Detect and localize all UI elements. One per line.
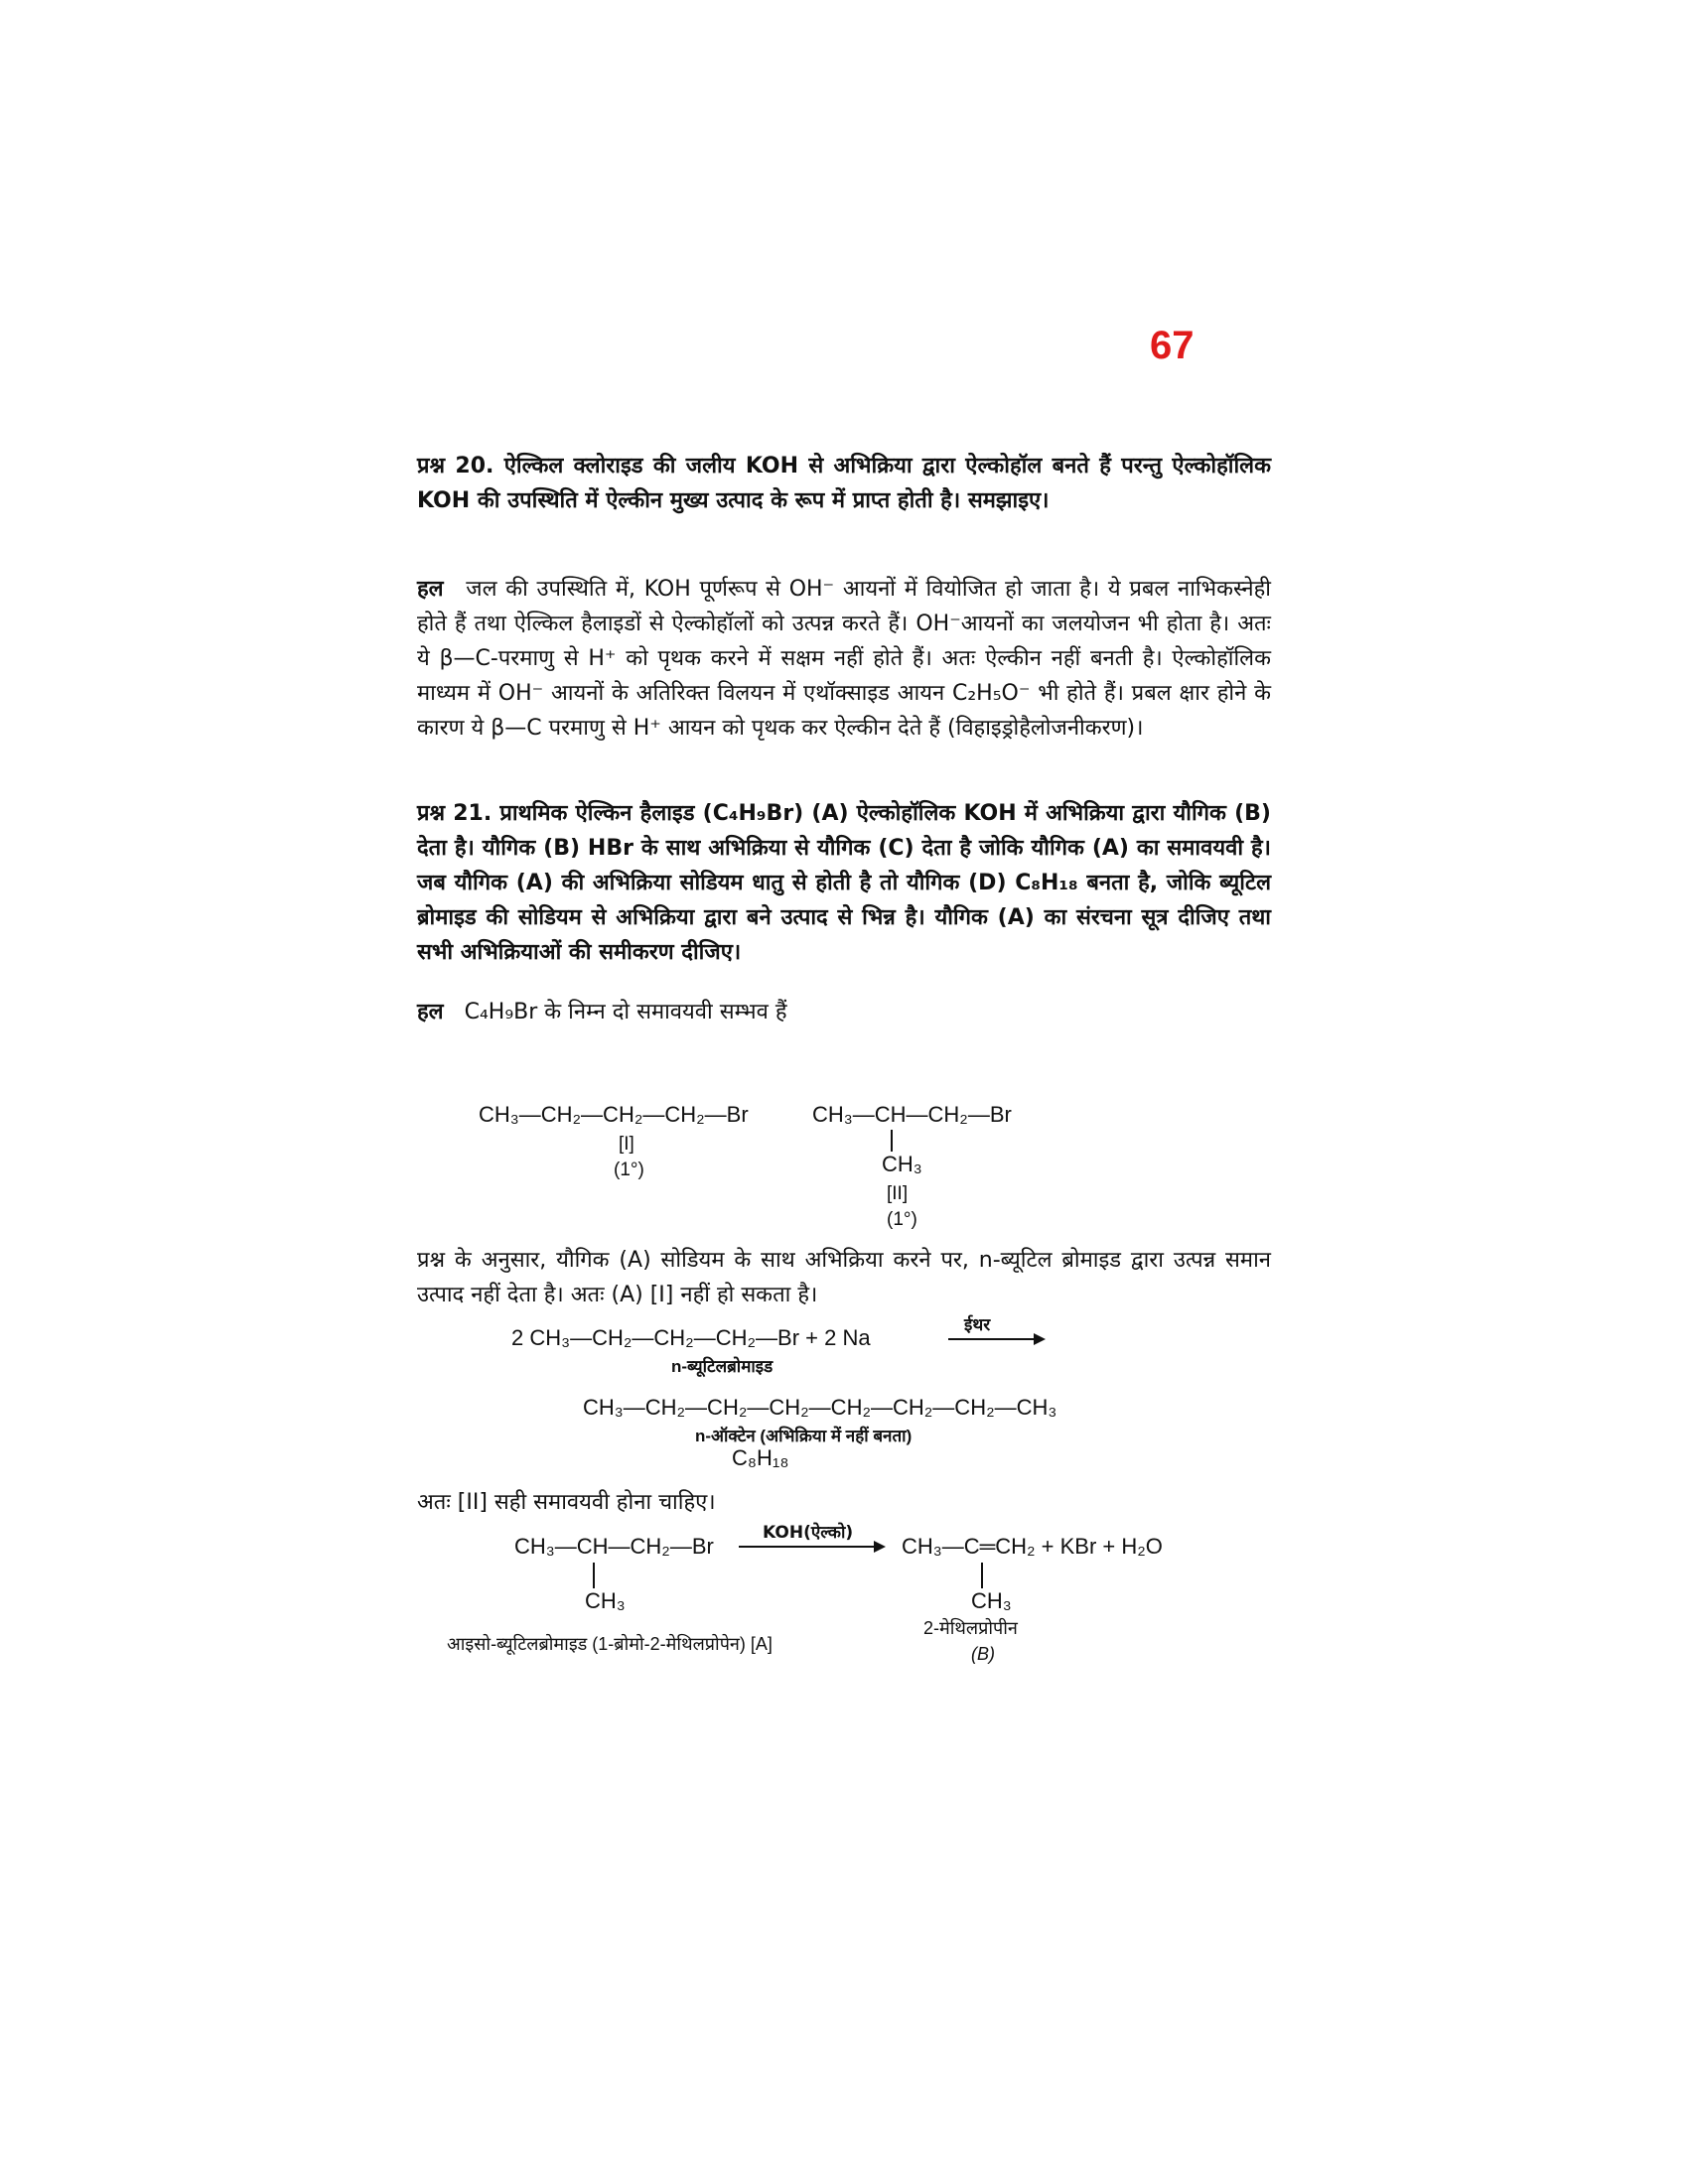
answer-21-para-2: प्रश्न के अनुसार, यौगिक (A) सोडियम के साथ अभिक्रिया करने पर, n-ब्यूटिल ब्रोमाइड द्वारा उत्पन्न समान उत्पाद नहीं देता है। अतः (A) [I] नहीं हो सकता है। bbox=[417, 1248, 1271, 1307]
equation-2-arrow bbox=[739, 1524, 888, 1554]
equation-2-product-bond bbox=[981, 1563, 983, 1588]
equation-2-arrow-head bbox=[874, 1541, 886, 1553]
isomer-2-tag: [II] bbox=[887, 1183, 909, 1204]
answer-21-conclusion: अतः [II] सही समावयवी होना चाहिए। bbox=[417, 1490, 716, 1515]
isomer-2-bond bbox=[891, 1130, 893, 1152]
isomer-2-branch: CH₃ bbox=[882, 1152, 922, 1176]
answer-20-text: जल की उपस्थिति में, KOH पूर्णरूप से OH⁻ आयनों में वियोजित हो जाता है। ये प्रबल नाभिकस्नेही होते हैं तथा ऐल्किल हैलाइडों से ऐल्कोहॉलों को उत्पन्न करते हैं। OH⁻आयनों का जलयोजन भी होता है। अतः ये β—C-परमाणु से H⁺ को पृथक करने में सक्षम नहीं होते हैं। अतः ऐल्कीन नहीं बनती है। ऐल्कोहॉलिक माध्यम में OH⁻ आयनों के अतिरिक्त विलयन में एथॉक्साइड आयन C₂H₅O⁻ भी होते हैं। प्रबल क्षार होने के कारण ये β—C परमाणु से H⁺ आयन को पृथक कर ऐल्कीन देते हैं (विहाइड्रोहैलोजनीकरण)। bbox=[417, 577, 1271, 741]
equation-1-arrow-label: ईथर bbox=[964, 1315, 991, 1335]
equation-1-arrow bbox=[948, 1315, 1048, 1350]
answer-21-label: हल bbox=[417, 1000, 444, 1024]
equation-2-reactant-bond bbox=[593, 1563, 595, 1588]
equation-1-arrow-head bbox=[1034, 1333, 1046, 1345]
question-20 bbox=[417, 449, 1271, 518]
isomer-2-degree: (1°) bbox=[887, 1209, 917, 1230]
page-number: 67 bbox=[1150, 324, 1195, 367]
equation-1-product-formula: C₈H₁₈ bbox=[732, 1445, 789, 1470]
equation-2-product-branch: CH₃ bbox=[971, 1588, 1012, 1613]
answer-20 bbox=[417, 572, 1271, 746]
equation-1-arrow-line bbox=[948, 1338, 1034, 1340]
equation-1-reactant-name: n-ब्यूटिलब्रोमाइड bbox=[671, 1357, 774, 1376]
equation-2-reactant-branch: CH₃ bbox=[585, 1588, 626, 1613]
question-21-label: प्रश्न 21. bbox=[417, 801, 492, 826]
isomer-2-formula: CH₃—CH—CH₂—Br bbox=[812, 1102, 1012, 1127]
equation-2-products: CH₃—C═CH₂ + KBr + H₂O bbox=[902, 1534, 1163, 1559]
equation-2-product-tag: (B) bbox=[971, 1644, 995, 1664]
question-21 bbox=[417, 796, 1271, 970]
equation-2-product-name: 2-मेथिलप्रोपीन bbox=[923, 1618, 1018, 1638]
equation-2-arrow-line bbox=[739, 1546, 874, 1548]
isomer-1-tag: [I] bbox=[619, 1134, 634, 1155]
answer-20-label: हल bbox=[417, 577, 444, 602]
equation-1-product-name: n-ऑक्टेन (अभिक्रिया में नहीं बनता) bbox=[695, 1427, 913, 1445]
equation-1-reactants: 2 CH₃—CH₂—CH₂—CH₂—Br + 2 Na bbox=[511, 1325, 871, 1350]
question-21-text: प्राथमिक ऐल्किन हैलाइड (C₄H₉Br) (A) ऐल्कोहॉलिक KOH में अभिक्रिया द्वारा यौगिक (B) देता है। यौगिक (B) HBr के साथ अभिक्रिया से यौगिक (C) देता है जोकि यौगिक (A) का समावयवी है। जब यौगिक (A) की अभिक्रिया सोडियम धातु से होती है तो यौगिक (D) C₈H₁₈ बनता है, जोकि ब्यूटिल ब्रोमाइड की सोडियम से अभिक्रिया द्वारा बने उत्पाद से भिन्न है। यौगिक (A) का संरचना सूत्र दीजिए तथा सभी अभिक्रियाओं की समीकरण दीजिए। bbox=[417, 801, 1271, 965]
isomer-1-formula: CH₃—CH₂—CH₂—CH₂—Br bbox=[479, 1102, 749, 1127]
answer-21-intro bbox=[417, 995, 1271, 1029]
isomer-1-degree: (1°) bbox=[614, 1160, 644, 1180]
equation-2-reactant: CH₃—CH—CH₂—Br bbox=[514, 1534, 714, 1559]
equation-2-reactant-name: आइसो-ब्यूटिलब्रोमाइड (1-ब्रोमो-2-मेथिलप्रोपेन) [A] bbox=[447, 1634, 773, 1654]
answer-21-intro-text: C₄H₉Br के निम्न दो समावयवी सम्भव हैं bbox=[464, 1000, 787, 1024]
question-20-text: ऐल्किल क्लोराइड की जलीय KOH से अभिक्रिया द्वारा ऐल्कोहॉल बनते हैं परन्तु ऐल्कोहॉलिक KOH की उपस्थिति में ऐल्कीन मुख्य उत्पाद के रूप में प्राप्त होती है। समझाइए। bbox=[417, 454, 1271, 513]
equation-2-arrow-label: KOH(ऐल्को) bbox=[763, 1523, 854, 1543]
equation-1-product: CH₃—CH₂—CH₂—CH₂—CH₂—CH₂—CH₂—CH₃ bbox=[583, 1395, 1057, 1420]
question-20-label: प्रश्न 20. bbox=[417, 454, 494, 478]
